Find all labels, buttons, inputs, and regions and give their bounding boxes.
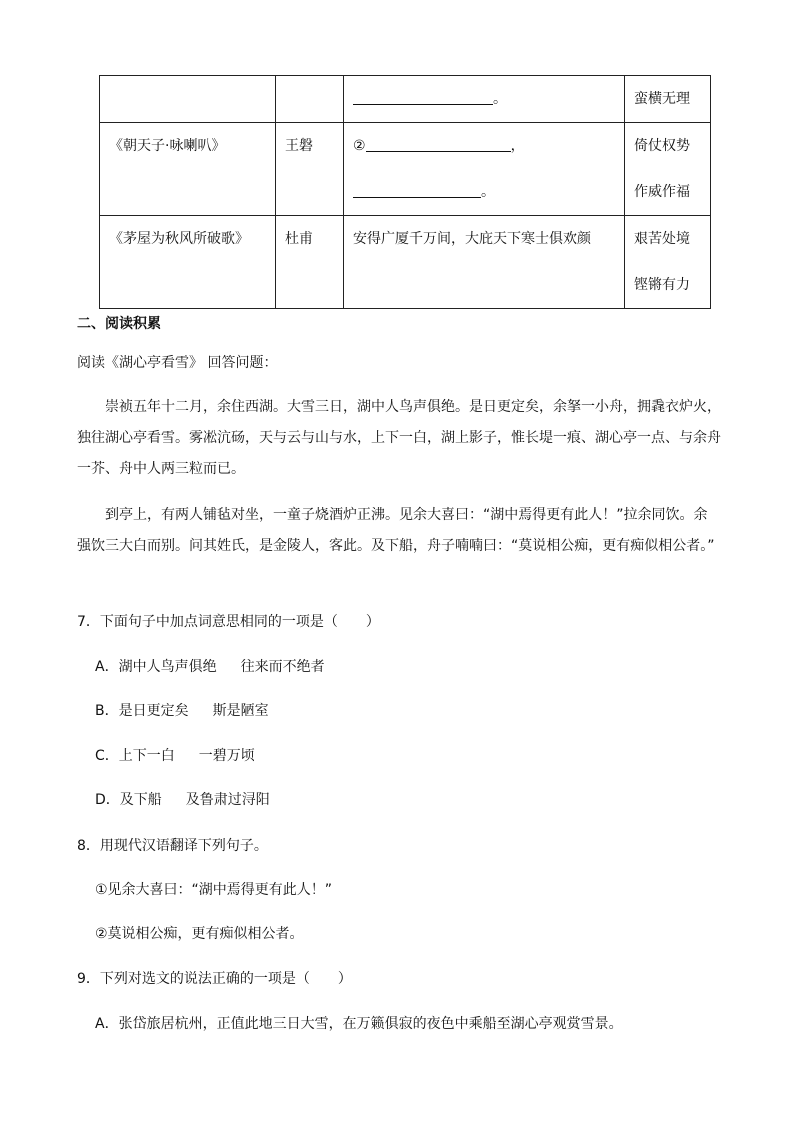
table-cell-author: 王磐: [276, 123, 344, 216]
table-cell-theme: [625, 216, 711, 309]
question-7-option-b[interactable]: [95, 700, 269, 720]
question-9-stem: 9．下列对选文的说法正确的一项是（ ）: [77, 971, 352, 987]
section-heading: 二、阅读积累: [77, 316, 161, 332]
table-cell-theme: [625, 123, 711, 216]
question-7-option-c[interactable]: [95, 745, 255, 765]
passage-paragraph: 到亭上，有两人铺毡对坐，一童子烧酒炉正沸。见余大喜曰：“湖中焉得更有此人！”拉余同饮。余强饮三大白而别。问其姓氏，是金陵人，客此。及下船，舟子喃喃曰：“莫说相公痴，更有痴似相公者。”: [77, 507, 715, 554]
theme-line: 作威作福: [634, 184, 690, 200]
table-cell-title: 《朝天子·咏喇叭》: [100, 123, 276, 216]
question-7-option-d[interactable]: [95, 789, 270, 809]
verse-line: [353, 169, 615, 215]
table-cell-title: 《茅屋为秋风所破歌》: [100, 216, 276, 309]
poem-table: [99, 75, 711, 309]
answer-blank[interactable]: [353, 181, 481, 198]
question-8-item: ②莫说相公痴，更有痴似相公者。: [95, 926, 304, 942]
table-cell-verse: [344, 123, 625, 216]
option-text: B．是日更定矣: [95, 703, 189, 719]
option-text: C．上下一白: [95, 748, 175, 764]
table-cell-title: [100, 76, 276, 123]
table-cell-verse: 安得广厦千万间，大庇天下寒士俱欢颜: [344, 216, 625, 309]
punctuation: ，: [510, 138, 525, 154]
verse-line: [353, 123, 615, 169]
question-8-item: ①见余大喜曰：“湖中焉得更有此人！”: [95, 882, 333, 898]
table-row: [100, 76, 711, 123]
table-row: [100, 123, 711, 216]
circled-number: ②: [353, 138, 366, 154]
answer-blank[interactable]: [366, 135, 511, 152]
question-8-stem: 8．用现代汉语翻译下列句子。: [77, 838, 268, 854]
question-9-option-a[interactable]: A．张岱旅居杭州，正值此地三日大雪，在万籁俱寂的夜色中乘船至湖心亭观赏雪景。: [95, 1016, 623, 1032]
answer-blank[interactable]: [353, 88, 493, 105]
option-text: A．湖中人鸟声俱绝: [95, 659, 217, 675]
option-compare-text: 及鲁肃过浔阳: [185, 792, 270, 808]
question-7-option-a[interactable]: [95, 656, 325, 676]
table-cell-verse: [344, 76, 625, 123]
punctuation: 。: [481, 184, 495, 200]
option-compare-text: 斯是陋室: [212, 703, 269, 719]
question-7-stem: 7．下面句子中加点词意思相同的一项是（ ）: [77, 614, 380, 630]
theme-line: 倚仗权势: [634, 138, 690, 154]
table-row: [100, 216, 711, 309]
table-cell-theme: 蛮横无理: [625, 76, 711, 123]
option-compare-text: 一碧万顷: [198, 748, 255, 764]
punctuation: 。: [493, 91, 507, 107]
section-intro: 阅读《湖心亭看雪》 回答问题：: [77, 355, 278, 371]
option-compare-text: 往来而不绝者: [240, 659, 325, 675]
option-text: D．及下船: [95, 792, 162, 808]
theme-line: 艰苦处境: [634, 231, 690, 247]
table-cell-author: 杜甫: [276, 216, 344, 309]
passage-paragraph: 崇祯五年十二月，余住西湖。大雪三日，湖中人鸟声俱绝。是日更定矣，余拏一小舟，拥毳衣炉火，独往湖心亭看雪。雾凇沆砀，天与云与山与水，上下一白，湖上影子，惟长堤一痕、湖心亭一点、与余舟一芥、舟中人两三粒而已。: [77, 399, 721, 477]
table-cell-author: [276, 76, 344, 123]
theme-line: 铿锵有力: [634, 277, 690, 293]
